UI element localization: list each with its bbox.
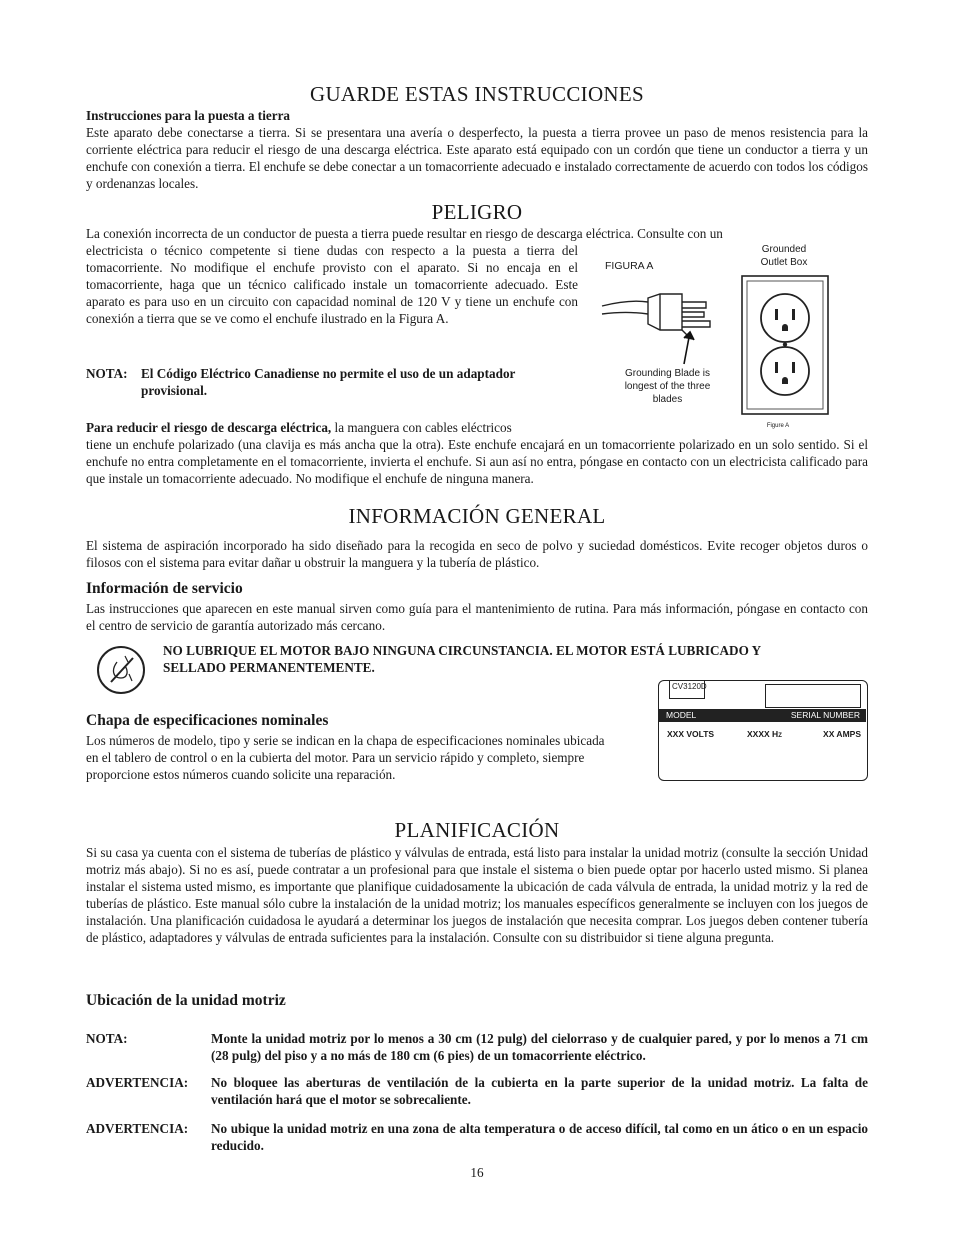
note-text-3: No ubique la unidad motriz en una zona de alta temperatura o de acceso difícil, tal como en un ático o en un espacio reducido. <box>211 1121 868 1153</box>
page-number: 16 <box>470 1165 484 1180</box>
note-label-1: NOTA: <box>86 1031 128 1046</box>
reducir-riesgo-paragraph: tiene un enchufe polarizado (una clavija es más ancha que la otra). Este enchufe encajará en un tomacorriente polarizado en un solo sentido. Si el enchufe no entra completamente en el tomacorriente, invierta el enchufe. Si aun así no entra, póngase en contacto con un electricista calificado para que instale un tomacorriente adecuado. No modifique el enchufe de ninguna manera. <box>86 437 868 486</box>
serial-number-label: SERIAL NUMBER <box>790 710 860 720</box>
section-title-guarde: GUARDE ESTAS INSTRUCCIONES <box>310 82 644 106</box>
planificacion-paragraph: Si su casa ya cuenta con el sistema de tuberías de plástico y válvulas de entrada, está listo para instalar la unidad motriz (consulte la sección Unidad motriz más abajo). Si no es así, puede contratar a un profesional para que instale el sistema o bien puede optar por hacerlo usted mismo. Si planea instalar el sistema usted mismo, es importante que planifique cuidadosamente la ubicación de cada válvula de entrada, la unidad motriz y la red de tuberías de plástico. Este manual sólo cubre la instalación de la unidad motriz; los manuales específicos generalmente se incluyen con los juegos de instalación. Una planificación cuidadosa le ayudará a determinar los juegos de instalación que necesita comprar. Los juegos deben contener tubería de plástico, adaptadores y válvulas de entrada suficientes para la instalación. Consulte con su distribuidor si tiene alguna pregunta. <box>86 845 868 945</box>
plate-amps: XX AMPS <box>823 729 861 739</box>
figure-a-small-caption: Figure A <box>766 423 790 429</box>
note-text-1: Monte la unidad motriz por lo menos a 30 cm (12 pulg) del cielorraso y de cualquier pared, y por lo menos a 71 cm (28 pulg) del piso y a no más de 180 cm (6 pies) de un tomacorriente eléctrico. <box>211 1031 868 1063</box>
rating-plate <box>658 680 868 781</box>
model-label: MODEL <box>666 710 697 720</box>
arrow-icon <box>684 332 694 364</box>
serial-box <box>765 684 861 708</box>
section-title-planificacion: PLANIFICACIÓN <box>394 818 560 842</box>
plug-illustration <box>602 294 710 336</box>
peligro-first-line: La conexión incorrecta de un conductor de puesta a tierra puede resultar en riesgo de descarga eléctrica. Consulte con un <box>86 226 723 241</box>
chapa-paragraph: Los números de modelo, tipo y serie se indican en la chapa de especificaciones nominales ubicada en el tablero de control o en la cubierta del motor. Para un servicio rápido y completo, siempre proporcione estos números cuando solicite una reparación. <box>86 733 605 782</box>
informacion-paragraph: El sistema de aspiración incorporado ha sido diseñado para la recogida en seco de polvo y suciedad domésticos. Evite recoger objetos duros o filosos con el sistema para evitar dañar u obstruir la manguera y la tubería de plástico. <box>86 538 868 570</box>
figure-a-illustration <box>598 272 838 418</box>
nota-text: El Código Eléctrico Canadiense no permite el uso de un adaptador provisional. <box>141 366 516 398</box>
reducir-riesgo-rest: la manguera con cables eléctricos <box>334 420 512 435</box>
ubicacion-subtitle: Ubicación de la unidad motriz <box>86 992 286 1009</box>
figura-a-label: FIGURA A <box>605 260 654 272</box>
no-lubricate-icon <box>95 644 147 696</box>
note-text-2: No bloquee las aberturas de ventilación de la cubierta en la parte superior de la unidad motriz. La falta de ventilación hará que el motor se sobrecaliente. <box>211 1075 868 1107</box>
servicio-paragraph: Las instrucciones que aparecen en este manual sirven como guía para el mantenimiento de rutina. Para más información, póngase en contacto con el centro de servicio de garantía autorizado más cercano. <box>86 601 868 633</box>
note-label-2: ADVERTENCIA: <box>86 1075 189 1090</box>
note-label-3: ADVERTENCIA: <box>86 1121 189 1136</box>
grounded-outlet-label: Grounded Outlet Box <box>760 244 808 268</box>
section-title-peligro: PELIGRO <box>431 200 523 224</box>
plate-hz-value: XXXX H <box>747 729 779 739</box>
plate-hz <box>747 729 782 739</box>
plate-header-bar <box>659 709 866 722</box>
grounding-blade-label: Grounding Blade is longest of the three blades <box>624 368 711 405</box>
servicio-subtitle: Información de servicio <box>86 580 243 597</box>
chapa-subtitle: Chapa de especificaciones nominales <box>86 712 329 729</box>
nota-label: NOTA: <box>86 366 128 381</box>
plate-volts: XXX VOLTS <box>667 729 715 739</box>
grounding-subtitle: Instrucciones para la puesta a tierra <box>86 108 291 123</box>
model-code: CV3120D <box>669 680 705 699</box>
section-title-informacion: INFORMACIÓN GENERAL <box>348 504 606 528</box>
plate-hz-sub: Z <box>778 733 782 739</box>
grounding-paragraph: Este aparato debe conectarse a tierra. Si se presentara una avería o desperfecto, la puesta a tierra provee un paso de menos resistencia para la corriente eléctrica para reducir el riesgo de una descarga eléctrica. Este aparato está equipado con un cordón que tiene un conductor a tierra y un enchufe con conexión a tierra. El enchufe se debe conectar a un tomacorriente adecuado e instalado correctamente de acuerdo con todos los códigos y ordenanzas locales. <box>86 125 868 191</box>
motor-warning-text: NO LUBRIQUE EL MOTOR BAJO NINGUNA CIRCUNSTANCIA. EL MOTOR ESTÁ LUBRICADO Y SELLADO PERMANENTEMENTE. <box>163 643 761 675</box>
reducir-riesgo-line <box>86 419 586 436</box>
peligro-paragraph: electricista o técnico competente si tiene dudas con respecto a la puesta a tierra del tomacorriente. No modifique el enchufe provisto con el aparato. Si no encaja en el tomacorriente, haga que un técnico calificado instale un tomacorriente adecuado. Este aparato es para uso en un circuito con capacidad nominal de 120 V y tiene un enchufe con conexión a tierra que se ve como el enchufe ilustrado en la Figura A. <box>86 243 578 326</box>
outlet-box-illustration <box>742 276 828 414</box>
reducir-riesgo-bold: Para reducir el riesgo de descarga eléctrica, <box>86 420 332 435</box>
